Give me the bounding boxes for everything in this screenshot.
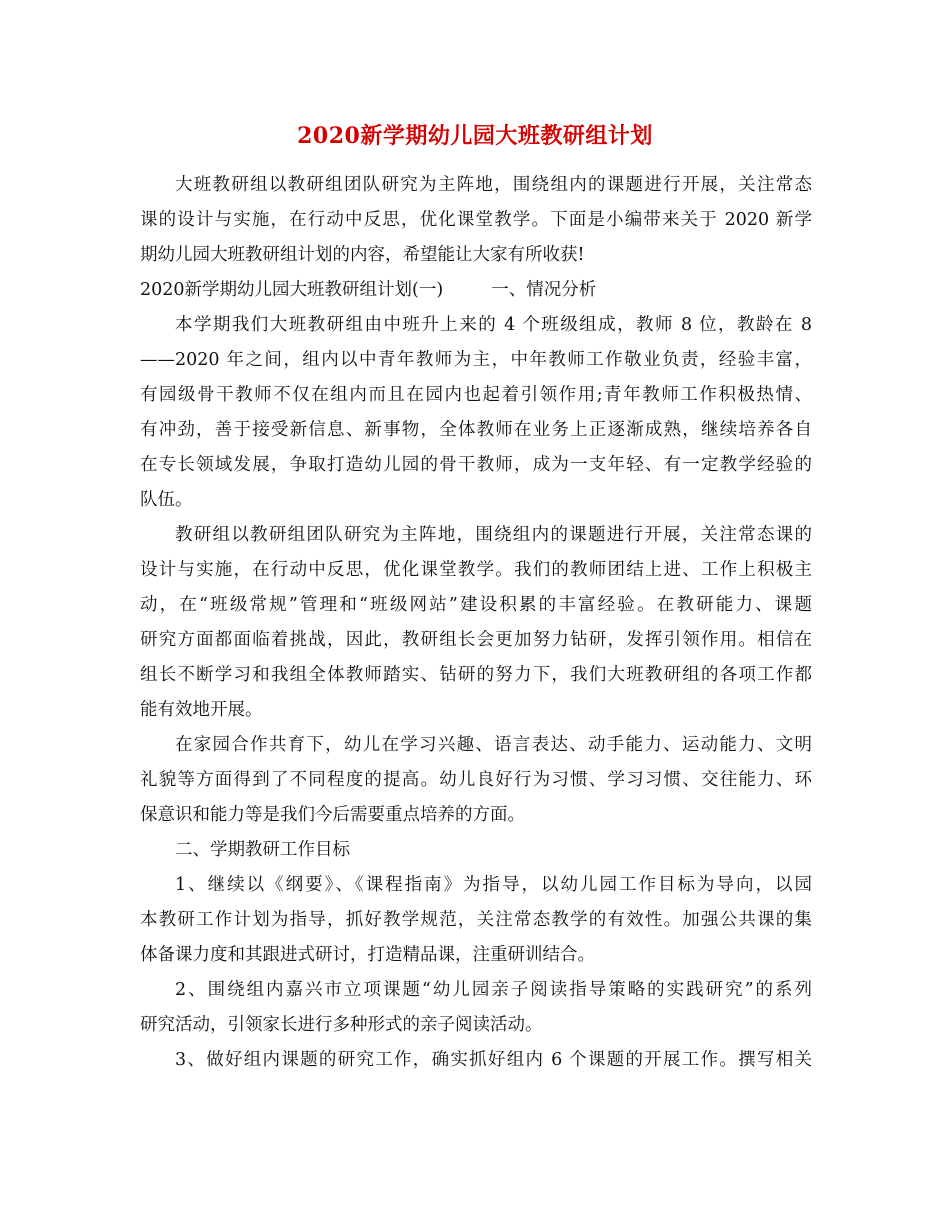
goal-item-3: [140, 1043, 812, 1078]
section-subheading: 一、情况分析: [491, 280, 597, 300]
paragraph-line: 2、围绕组内嘉兴市立项课题“幼儿园亲子阅读指导策略的实践研究”的系列: [175, 980, 812, 1000]
analysis-paragraph-3: [140, 728, 812, 833]
analysis-paragraph-1: [140, 308, 812, 518]
goals-heading: 二、学期教研工作目标: [175, 840, 350, 860]
paragraph-line: 组长不断学习和我组全体教师踏实、钻研的努力下，我们大班教研组的各项工作都: [140, 665, 812, 685]
paragraph-line: 设计与实施，在行动中反思，优化课堂教学。我们的教师团结上进、工作上积极主: [140, 560, 812, 580]
paragraph-line: 有冲劲，善于接受新信息、新事物，全体教师在业务上正逐渐成熟，继续培养各自: [140, 420, 812, 440]
goal-item-1: [140, 868, 812, 973]
paragraph-line: 研究活动，引领家长进行多种形式的亲子阅读活动。: [140, 1015, 543, 1035]
paragraph-line: 本教研工作计划为指导，抓好教学规范，关注常态教学的有效性。加强公共课的集: [140, 910, 812, 930]
analysis-paragraph-2: [140, 518, 812, 728]
document-body: [140, 168, 812, 1078]
paragraph-line: ——2020 年之间，组内以中青年教师为主，中年教师工作敬业负责，经验丰富，: [140, 350, 812, 370]
paragraph-line: 3、做好组内课题的研究工作，确实抓好组内 6 个课题的开展工作。撰写相关: [175, 1050, 812, 1070]
paragraph-line: 在家园合作共育下，幼儿在学习兴趣、语言表达、动手能力、运动能力、文明: [175, 735, 812, 755]
paragraph-line: 在专长领域发展，争取打造幼儿园的骨干教师，成为一支年轻、有一定教学经验的: [140, 455, 812, 475]
intro-line: 课的设计与实施，在行动中反思，优化课堂教学。下面是小编带来关于 2020 新学: [140, 210, 812, 230]
intro-line: 期幼儿园大班教研组计划的内容，希望能让大家有所收获!: [140, 245, 585, 265]
paragraph-line: 队伍。: [140, 490, 193, 510]
paragraph-line: 体备课力度和其跟进式研讨，打造精品课，注重研训结合。: [140, 945, 595, 965]
section-heading: 2020新学期幼儿园大班教研组计划(一): [140, 280, 444, 300]
paragraph-line: 1、继续以《纲要》、《课程指南》为指导，以幼儿园工作目标为导向，以园: [175, 875, 812, 895]
paragraph-line: 能有效地开展。: [140, 700, 263, 720]
paragraph-line: 礼貌等方面得到了不同程度的提高。幼儿良好行为习惯、学习习惯、交往能力、环: [140, 770, 812, 790]
paragraph-line: 保意识和能力等是我们今后需要重点培养的方面。: [140, 805, 525, 825]
paragraph-line: 动，在“班级常规”管理和“班级网站”建设积累的丰富经验。在教研能力、课题: [140, 595, 812, 615]
intro-line: 大班教研组以教研组团队研究为主阵地，围绕组内的课题进行开展，关注常态: [175, 175, 812, 195]
paragraph-line: 研究方面都面临着挑战，因此，教研组长会更加努力钻研，发挥引领作用。相信在: [140, 630, 812, 650]
paragraph-line: 教研组以教研组团队研究为主阵地，围绕组内的课题进行开展，关注常态课的: [175, 525, 812, 545]
intro-paragraph: [140, 168, 812, 273]
paragraph-line: 本学期我们大班教研组由中班升上来的 4 个班级组成，教师 8 位，教龄在 8: [175, 315, 812, 335]
goal-item-2: [140, 973, 812, 1043]
paragraph-line: 有园级骨干教师不仅在组内而且在园内也起着引领作用;青年教师工作积极热情、: [140, 385, 812, 405]
document-title: 2020新学期幼儿园大班教研组计划: [297, 123, 653, 149]
section-heading-line: [140, 273, 812, 308]
